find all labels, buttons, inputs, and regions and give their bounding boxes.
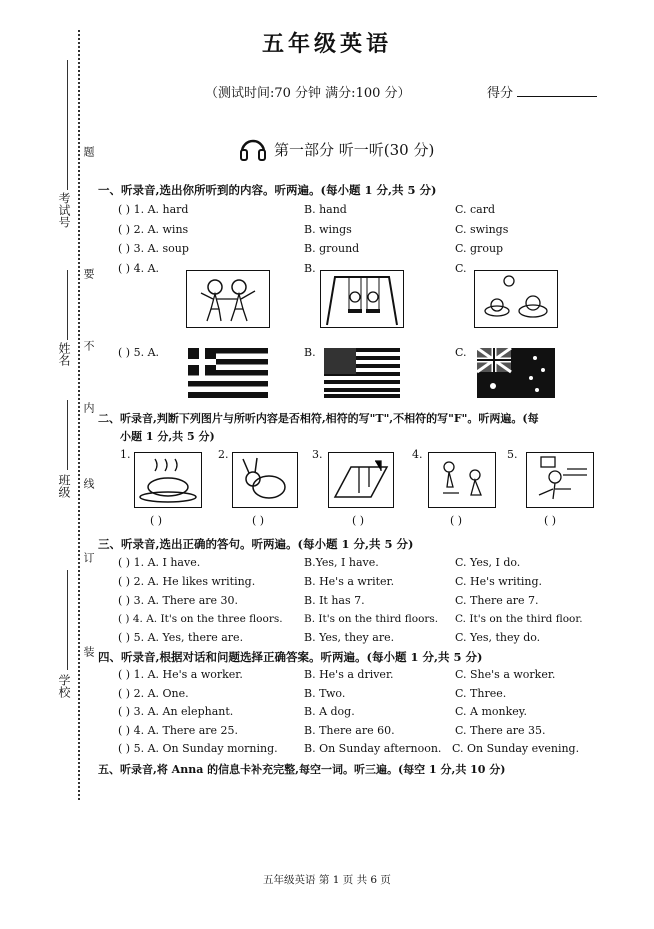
label-class: 班级 — [57, 474, 71, 498]
score-label: 得分 — [487, 86, 514, 101]
question-text: ( ) 1. A. He's a worker. — [118, 668, 243, 681]
option-b: B. On Sunday afternoon. — [304, 742, 442, 755]
option-c: C. card — [455, 203, 496, 216]
option-c: C. Yes, they do. — [455, 631, 541, 644]
page-title: 五年级英语 — [261, 31, 392, 57]
picture-children-on-swings — [320, 270, 404, 328]
option-c: C. group — [455, 242, 504, 255]
option-c: C. — [455, 346, 467, 359]
label-school: 学校 — [57, 674, 71, 698]
question-text: ( ) 4. A. — [118, 262, 160, 275]
option-b: B. hand — [304, 203, 347, 216]
binding-char: 不 — [82, 340, 95, 351]
option-b: B. wings — [304, 223, 352, 236]
option-b: B. — [304, 262, 316, 275]
picture-children-swimming — [474, 270, 558, 328]
binding-char: 订 — [82, 552, 95, 563]
question-text: ( ) 1. A. I have. — [118, 556, 201, 569]
question-text: ( ) 3. A. soup — [118, 242, 189, 255]
question-text: ( ) 2. A. One. — [118, 687, 189, 700]
question-text: ( ) 3. A. An elephant. — [118, 705, 234, 718]
label-name: 姓名 — [57, 342, 71, 366]
question-text: ( ) 1. A. hard — [118, 203, 189, 216]
question-text: ( ) 2. A. He likes writing. — [118, 575, 256, 588]
label-exam-number: 考试号 — [57, 192, 71, 228]
picture-people-talking — [428, 452, 496, 508]
picture-stairs-scene — [328, 452, 394, 508]
question-text: ( ) 4. A. There are 25. — [118, 724, 239, 737]
section-4-heading: 四、听录音,根据对话和问题选择正确答案。听两遍。(每小题 1 分,共 5 分) — [98, 650, 483, 664]
answer-parens[interactable]: ( ) — [544, 514, 557, 527]
option-c: C. swings — [455, 223, 509, 236]
option-c: C. A monkey. — [455, 705, 528, 718]
option-b: B. Two. — [304, 687, 346, 700]
binding-blank-line — [67, 570, 68, 670]
picture-dancing-children — [186, 270, 270, 328]
section-2-heading-cont: 小题 1 分,共 5 分) — [120, 430, 215, 443]
headphones-icon — [238, 134, 268, 164]
part-one-heading — [238, 134, 434, 164]
score-field[interactable] — [487, 82, 597, 101]
option-c: C. — [455, 262, 467, 275]
option-b: B. Yes, they are. — [304, 631, 395, 644]
section-3-heading: 三、听录音,选出正确的答句。听两遍。(每小题 1 分,共 5 分) — [98, 537, 414, 551]
score-blank[interactable] — [517, 84, 597, 97]
answer-parens[interactable]: ( ) — [150, 514, 163, 527]
flag-usa — [324, 348, 400, 398]
option-b: B.Yes, I have. — [304, 556, 379, 569]
answer-parens[interactable]: ( ) — [252, 514, 265, 527]
picture-number: 2. — [218, 448, 229, 461]
question-text: ( ) 4. A. It's on the three floors. — [118, 613, 283, 625]
option-c: C. He's writing. — [455, 575, 543, 588]
picture-roast-chicken — [134, 452, 202, 508]
option-c: C. Yes, I do. — [455, 556, 521, 569]
picture-rabbit — [232, 452, 298, 508]
flag-greece — [188, 348, 268, 398]
picture-number: 1. — [120, 448, 131, 461]
option-c: C. Three. — [455, 687, 507, 700]
section-1-heading: 一、听录音,选出你所听到的内容。听两遍。(每小题 1 分,共 5 分) — [98, 183, 437, 197]
picture-number: 3. — [312, 448, 323, 461]
binding-char: 线 — [82, 478, 95, 489]
option-b: B. It has 7. — [304, 594, 365, 607]
binding-char: 内 — [82, 402, 95, 413]
option-c: C. There are 35. — [455, 724, 546, 737]
question-text: ( ) 5. A. Yes, there are. — [118, 631, 244, 644]
section-5-heading: 五、听录音,将 Anna 的信息卡补充完整,每空一词。听三遍。(每空 1 分,共 10 分) — [98, 763, 506, 776]
section-2-heading: 二、听录音,判断下列图片与所听内容是否相符,相符的写"T",不相符的写"F"。听两遍。(每 — [98, 412, 539, 425]
binding-blank-line — [67, 60, 68, 190]
option-b: B. It's on the third floors. — [304, 613, 439, 625]
question-text: ( ) 5. A. — [118, 346, 160, 359]
option-b: B. He's a writer. — [304, 575, 395, 588]
question-text: ( ) 3. A. There are 30. — [118, 594, 239, 607]
test-info: （测试时间:70 分钟 满分:100 分） — [205, 86, 411, 101]
picture-number: 5. — [507, 448, 518, 461]
question-text: ( ) 5. A. On Sunday morning. — [118, 742, 278, 755]
option-c: C. On Sunday evening. — [452, 742, 580, 755]
option-b: B. A dog. — [304, 705, 355, 718]
option-b: B. There are 60. — [304, 724, 395, 737]
option-b: B. — [304, 346, 316, 359]
binding-char: 装 — [82, 646, 95, 657]
binding-char: 题 — [82, 146, 95, 157]
flag-australia — [477, 348, 555, 398]
binding-blank-line — [67, 270, 68, 340]
option-b: B. He's a driver. — [304, 668, 394, 681]
option-c: C. She's a worker. — [455, 668, 556, 681]
picture-boy-playing — [526, 452, 594, 508]
question-text: ( ) 2. A. wins — [118, 223, 189, 236]
option-c: C. There are 7. — [455, 594, 539, 607]
option-b: B. ground — [304, 242, 360, 255]
binding-blank-line — [67, 400, 68, 470]
picture-number: 4. — [412, 448, 423, 461]
part-one-title: 第一部分 听一听(30 分) — [274, 140, 435, 159]
answer-parens[interactable]: ( ) — [352, 514, 365, 527]
binding-char: 要 — [82, 268, 95, 279]
page-footer: 五年级英语 第 1 页 共 6 页 — [263, 874, 391, 886]
answer-parens[interactable]: ( ) — [450, 514, 463, 527]
option-c: C. It's on the third floor. — [455, 613, 583, 625]
